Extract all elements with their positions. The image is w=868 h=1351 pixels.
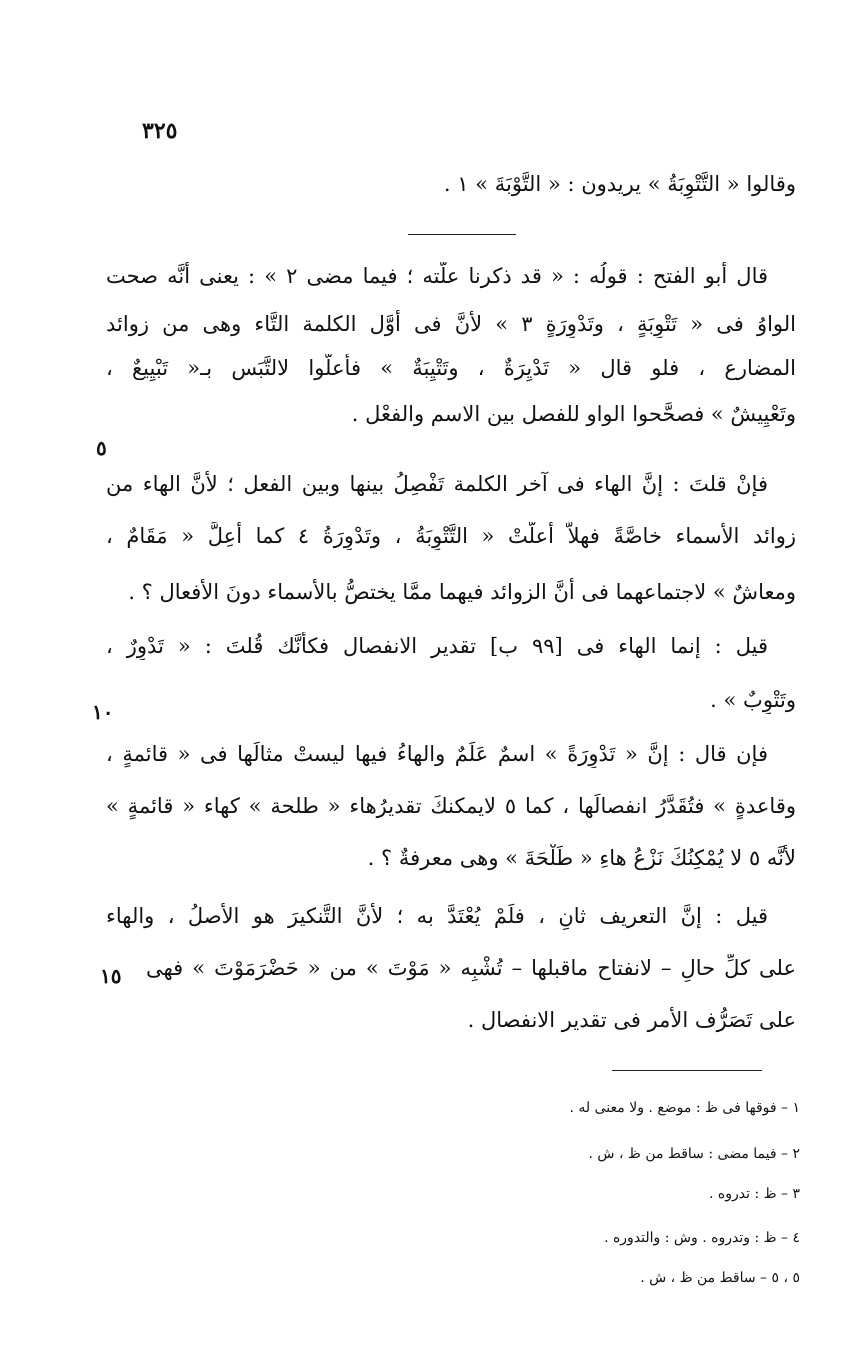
paragraph-3-line-2: وتَتْوِبٌ » . — [710, 688, 796, 712]
paragraph-1-line-4: وتَعْيِيشٌ » فصحَّحوا الواو للفصل بين الاسم والفعْل . — [351, 402, 796, 426]
paragraph-2-line-1: فإنْ قلتَ : إنَّ الهاء فى آخر الكلمة تَفْصِلُ بينها وبين الفعل ؛ لأنَّ الهاء من — [106, 472, 768, 496]
section-divider — [408, 234, 516, 235]
footnote-4: ٤ – ظ : وتدروه . وش : والتدوره . — [604, 1230, 800, 1246]
footnote-3: ٣ – ظ : تدروه . — [709, 1186, 800, 1202]
margin-line-number-15: ١٥ — [100, 964, 122, 988]
paragraph-4-line-3: لأنَّه ٥ لا يُمْكِنُكَ نَزْعُ هاءِ « طَلْحَةَ » وهى معرفةٌ ؟ . — [367, 846, 796, 870]
margin-line-number-5: ٥ — [96, 436, 107, 460]
paragraph-4-line-1: فإن قال : إنَّ « تَدْوِرَةً » اسمٌ عَلَمٌ والهاءُ فيها ليستْ مثالَها فى « قائمةٍ ، — [106, 742, 768, 766]
paragraph-4-line-2: وقاعدةٍ » فتُقَدَّرُ انفصالَها ، كما ٥ لايمكنكَ تقديرُهاء « طلحة » كهاء « قائمةٍ » — [106, 794, 796, 818]
paragraph-1-line-3: المضارع ، فلو قال « تَدْيِرَةٌ ، وتَتْيِبَةٌ » فأعلُّوا لالتَّبَس بـ« تَبْيِيعٌ ، — [106, 356, 796, 380]
paragraph-3-line-1: قيل : إنما الهاء فى [٩٩ ب] تقدير الانفصال فكأنَّك قُلتَ : « تَدْوِرٌ ، — [106, 634, 768, 658]
page-number: ٣٢٥ — [142, 118, 178, 144]
opening-line: وقالوا « التَّتْوِبَةُ » يريدون : « التَّوْبَةَ » ١ . — [443, 172, 796, 196]
footnote-2: ٢ – فيما مضى : ساقط من ظ ، ش . — [588, 1146, 800, 1162]
paragraph-1-line-1: قال أبو الفتح : قولُه : « قد ذكرنا علَّته ؛ فيما مضى ٢ » : يعنى أنَّه صحت — [106, 264, 769, 288]
paragraph-1-line-2: الواوُ فى « تَتْوِبَةٍ ، وتَدْوِرَةٍ ٣ » لأنَّ فى أوَّل الكلمة التَّاء وهى من زوائد — [106, 312, 796, 336]
footnote-divider — [612, 1070, 762, 1071]
paragraph-2-line-2: زوائد الأسماء خاصَّةً فهلاَّ أُعلَّتْ « التَّتْوِبَةُ ، وتَدْوِرَةُ ٤ كما أُعِلَّ « مَقَامٌ ، — [106, 524, 796, 548]
paragraph-5-line-3: على تَصَرُّف الأمر فى تقدير الانفصال . — [467, 1008, 796, 1032]
footnote-1: ١ – فوقها فى ظ : موضع . ولا معنى له . — [569, 1100, 800, 1116]
paragraph-5-line-2: على كلِّ حالٍ – لانفتاح ماقبلها – تُشْبِه « مَوْتَ » من « حَضْرَمَوْتَ » فهى — [146, 956, 796, 980]
margin-line-number-10: ١٠ — [92, 700, 114, 724]
paragraph-2-line-3: ومعاشٌ » لاجتماعهما فى أنَّ الزوائد فيهما ممَّا يختصُّ بالأسماء دونَ الأفعال ؟ . — [128, 580, 796, 604]
paragraph-5-line-1: قيل : إنَّ التعريف ثانٍ ، فلَمْ يُعْتَدَّ به ؛ لأنَّ التَّنكيرَ هو الأصلُ ، والهاء — [106, 904, 768, 928]
footnote-5: ٥ ، ٥ – ساقط من ظ ، ش . — [640, 1270, 800, 1286]
